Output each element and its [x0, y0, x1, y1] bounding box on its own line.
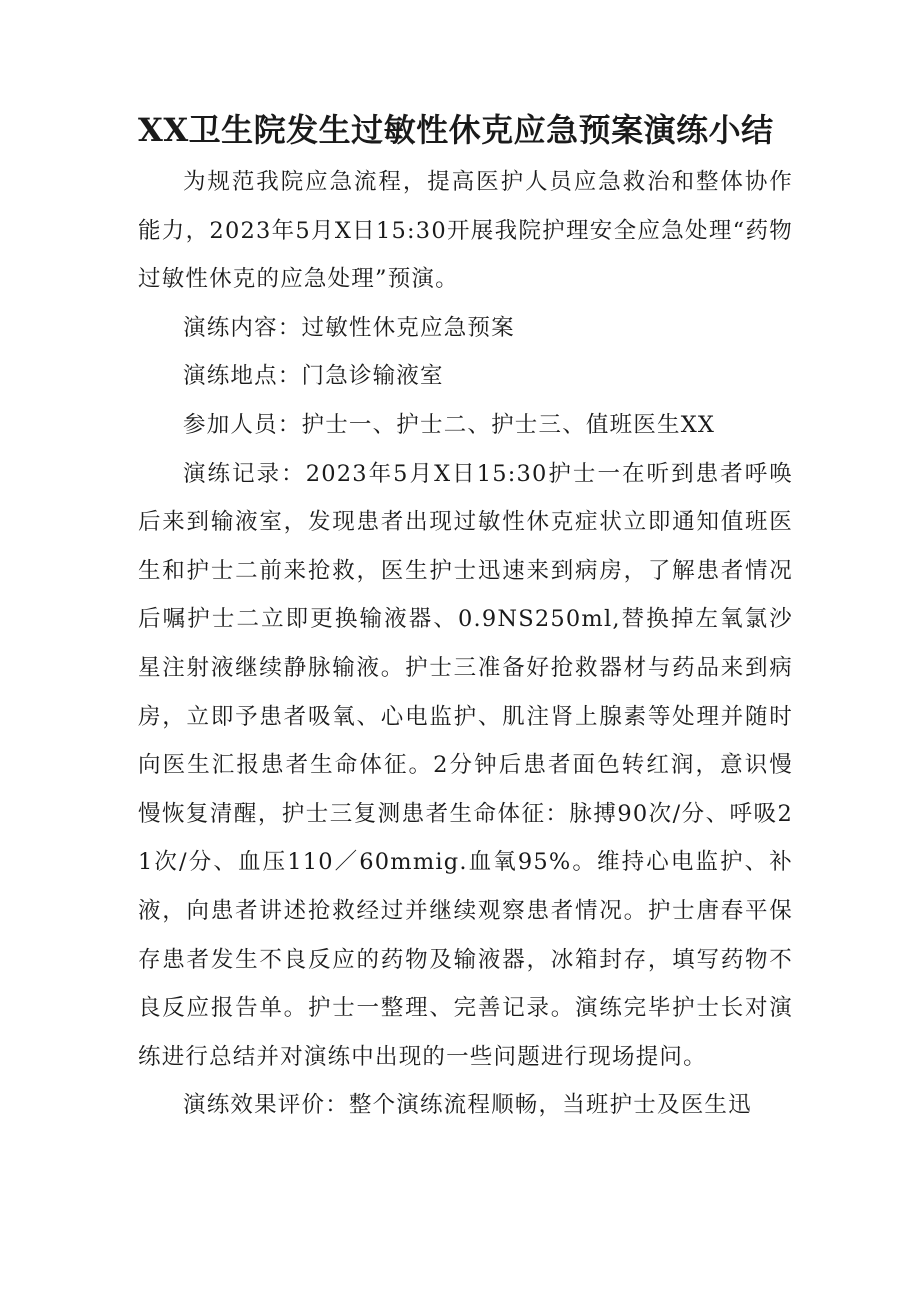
drill-evaluation-paragraph: 演练效果评价：整个演练流程顺畅，当班护士及医生迅 — [183, 1092, 752, 1119]
intro-paragraph: 为规范我院应急流程，提高医护人员应急救治和整体协作能力，2023年5月X日15:30开展我院护理安全应急处理“药物过敏性休克的应急处理”预演。 — [138, 169, 793, 293]
drill-record-paragraph: 演练记录：2023年5月X日15:30护士一在听到患者呼唤后来到输液室，发现患者出现过敏性休克症状立即通知值班医生和护士二前来抢救，医生护士迅速来到病房，了解患者情况后嘱护士二立即更换输液器、0.9NS250ml,替换掉左氧氯沙星注射液继续静脉输液。护士三准备好抢救器材与药品来到病房，立即予患者吸氧、心电监护、肌注肾上腺素等处理并随时向医生汇报患者生命体征。2分钟后患者面色转红润，意识慢慢恢复清醒，护士三复测患者生命体征：脉搏90次/分、呼吸21次/分、血压110／60mmig.血氧95%。维持心电监护、补液，向患者讲述抢救经过并继续观察患者情况。护士唐春平保存患者发生不良反应的药物及输液器，冰箱封存，填写药物不良反应报告单。护士一整理、完善记录。演练完毕护士长对演练进行总结并对演练中出现的一些问题进行现场提问。 — [138, 460, 793, 1070]
document-body — [138, 158, 793, 1130]
document-title: XX卫生院发生过敏性休克应急预案演练小结 — [138, 111, 774, 149]
drill-location-paragraph: 演练地点：门急诊输液室 — [183, 363, 444, 390]
participants-paragraph: 参加人员：护士一、护士二、护士三、值班医生XX — [183, 411, 716, 438]
drill-content-paragraph: 演练内容：过敏性休克应急预案 — [183, 314, 515, 341]
